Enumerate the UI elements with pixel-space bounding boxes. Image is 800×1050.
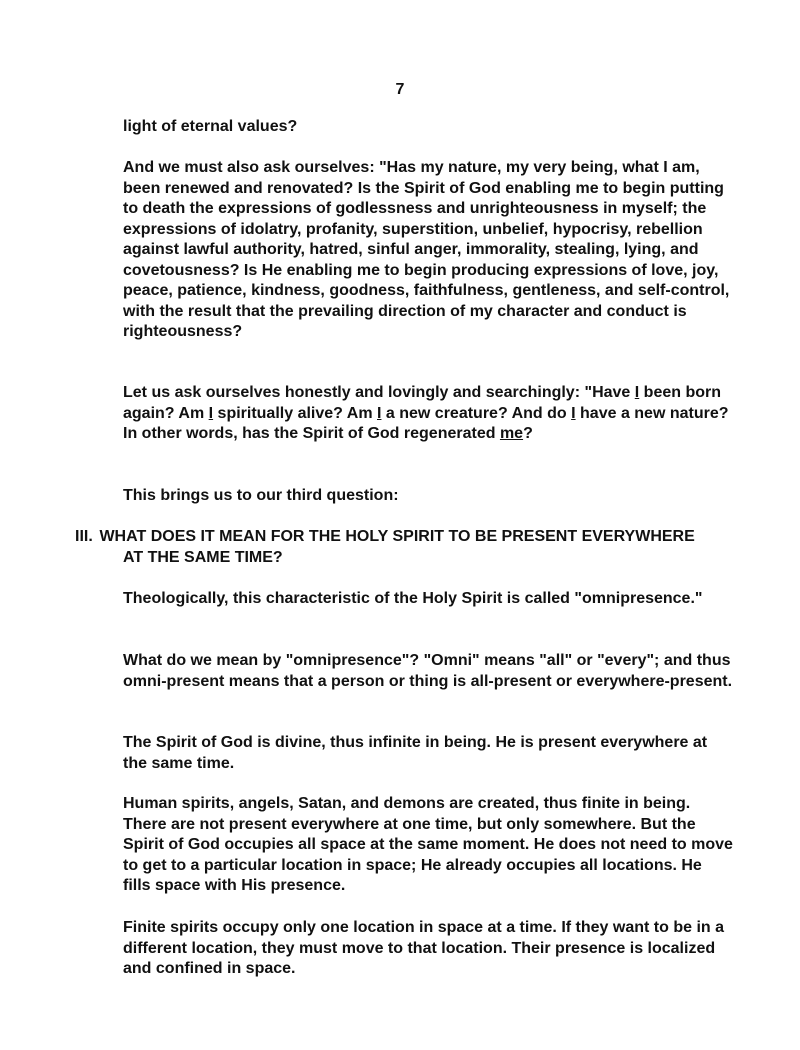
- paragraph-transition: This brings us to our third question:: [123, 487, 399, 504]
- emphasis-i: I: [571, 404, 576, 422]
- paragraph-self-examination: And we must also ask ourselves: "Has my nature, my very being, what I am, been renewed and renovated? Is the Spirit of God enabling me to begin putting to death the expressions of godlessness and unrighteousness in myself; the expressions of idolatry, profanity, superstition, unbelief, hypocrisy, rebellion against lawful authority, hatred, sinful anger, immorality, stealing, lying, and covetousness? Is He enabling me to begin producing expressions of love, joy, peace, patience, kindness, goodness, faithfulness, gentleness, and self-control, with the result that the prevailing direction of my character and conduct is righteousness?: [123, 159, 730, 340]
- paragraph-born-again-questions: Let us ask ourselves honestly and lovingly and searchingly: "Have I been born again? Am I spiritually alive? Am I a new creature? And do I have a new nature? In other words, has the Spirit of God regenerated me?: [123, 384, 729, 442]
- paragraph-finite-beings: Human spirits, angels, Satan, and demons are created, thus finite in being. There are not present everywhere at one time, but only somewhere. But the Spirit of God occupies all space at the same moment. He does not need to move to get to a particular location in space; He already occupies all locations. He fills space with His presence.: [123, 795, 733, 894]
- emphasis-i: I: [208, 404, 214, 422]
- emphasis-me: me: [499, 425, 524, 442]
- section-heading-line1: WHAT DOES IT MEAN FOR THE HOLY SPIRIT TO BE PRESENT EVERYWHERE: [99, 528, 695, 545]
- paragraph-omnipresence-term: Theologically, this characteristic of the Holy Spirit is called "omnipresence.": [123, 590, 703, 607]
- paragraph-continuation: light of eternal values?: [123, 118, 298, 135]
- section-heading: [75, 527, 745, 568]
- emphasis-i: I: [634, 384, 640, 401]
- section-heading-line2: AT THE SAME TIME?: [123, 548, 283, 566]
- page-number: 7: [395, 81, 405, 98]
- paragraph-spirit-infinite: The Spirit of God is divine, thus infinite in being. He is present everywhere at the same time.: [123, 734, 708, 772]
- section-numeral: III.: [75, 528, 93, 545]
- emphasis-i: I: [377, 404, 382, 422]
- paragraph-finite-spirits: Finite spirits occupy only one location in space at a time. If they want to be in a different location, they must move to that location. Their presence is localized and confined in space.: [123, 919, 724, 977]
- paragraph-omnipresence-definition: What do we mean by "omnipresence"? "Omni" means "all" or "every"; and thus omni-present means that a person or thing is all-present or everywhere-present.: [123, 652, 733, 690]
